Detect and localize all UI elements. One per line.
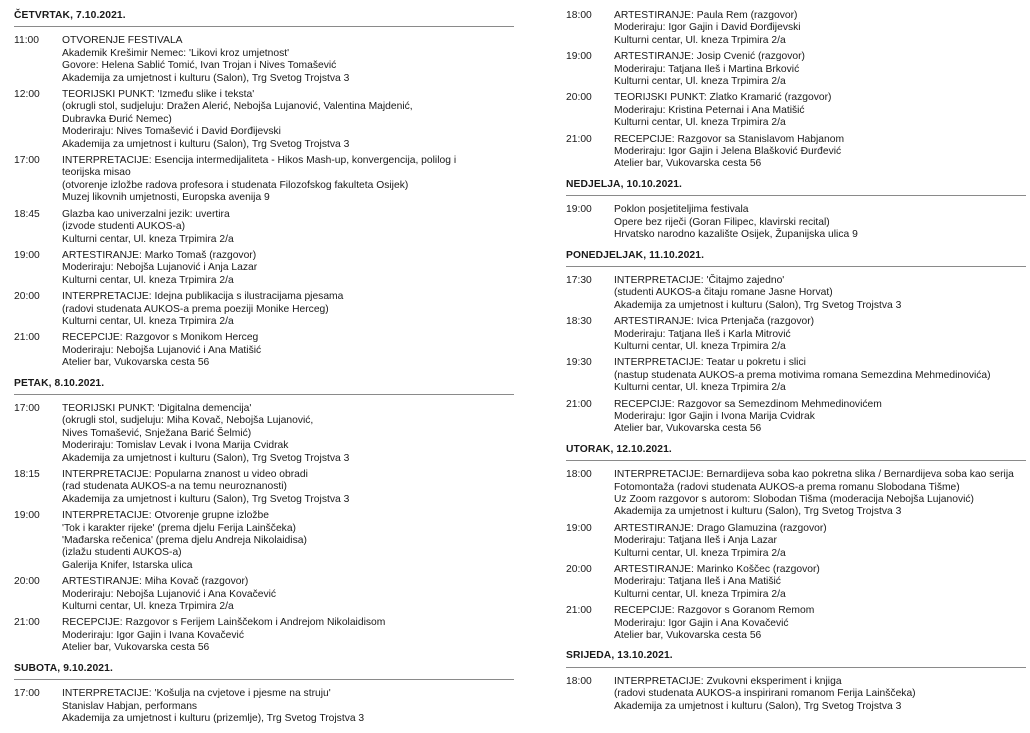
event-details <box>614 275 1026 312</box>
event-item <box>14 332 514 369</box>
event-title: TEORIJSKI PUNKT: 'Digitalna demencija' <box>62 402 252 414</box>
event-details <box>614 399 1026 436</box>
event-details <box>614 357 1026 394</box>
event-details <box>614 10 1026 47</box>
event-detail-line: (nastup studenata AUKOS-a prema motivima romana Semezdina Mehmedinovića) <box>614 369 991 381</box>
event-detail-line: 'Tok i karakter rijeke' (prema djelu Ferija Lainščeka) <box>62 522 296 534</box>
event-time: 18:00 <box>566 469 592 481</box>
event-details <box>62 209 514 246</box>
event-details <box>62 469 514 506</box>
event-details <box>614 204 1026 241</box>
event-detail-line: Kulturni centar, Ul. kneza Trpimira 2/a <box>614 34 786 46</box>
event-time: 19:00 <box>14 249 40 261</box>
event-details <box>62 291 514 328</box>
day-heading: PONEDJELJAK, 11.10.2021. <box>566 250 1026 267</box>
event-detail-line: Akademija za umjetnost i kulturu (Salon), Trg Svetog Trojstva 3 <box>62 493 350 505</box>
event-detail-line: Moderiraju: Kristina Peternai i Ana Matišić <box>614 104 805 116</box>
day-heading: SRIJEDA, 13.10.2021. <box>566 650 1026 667</box>
event-detail-line: Kulturni centar, Ul. kneza Trpimira 2/a <box>614 547 786 559</box>
event-time: 19:00 <box>566 51 592 63</box>
event-time: 17:00 <box>14 688 40 700</box>
event-details <box>614 469 1026 519</box>
event-details <box>62 35 514 85</box>
event-title: ARTESTIRANJE: Marko Tomaš (razgovor) <box>62 249 257 261</box>
event-title: INTERPRETACIJE: Otvorenje grupne izložbe <box>62 510 269 522</box>
event-title: RECEPCIJE: Razgovor s Goranom Remom <box>614 605 815 617</box>
event-details <box>614 605 1026 642</box>
event-time: 12:00 <box>14 89 40 101</box>
event-detail-line: Kulturni centar, Ul. kneza Trpimira 2/a <box>614 340 786 352</box>
event-detail-line: (radovi studenata AUKOS-a prema poeziji Monike Herceg) <box>62 303 329 315</box>
event-time: 19:00 <box>566 204 592 216</box>
event-item <box>14 291 514 328</box>
event-detail-line: Muzej likovnih umjetnosti, Europska avenija 9 <box>62 192 270 204</box>
event-details <box>62 617 514 654</box>
event-time: 19:00 <box>566 522 592 534</box>
event-detail-line: Akademik Krešimir Nemec: 'Likovi kroz umjetnost' <box>62 47 290 59</box>
day-heading: SUBOTA, 9.10.2021. <box>14 663 514 680</box>
event-detail-line: Nives Tomašević, Snježana Barić Šelmić) <box>62 427 252 439</box>
event-item <box>566 564 1026 601</box>
event-title: INTERPRETACIJE: 'Košulja na cvjetove i pjesme na struju' <box>62 688 331 700</box>
event-detail-line: Moderiraju: Tatjana Ileš i Anja Lazar <box>614 535 777 547</box>
event-detail-line: Uz Zoom razgovor s autorom: Slobodan Tišma (moderacija Nebojša Lujanović) <box>614 494 974 505</box>
event-detail-line: Moderiraju: Tatjana Ileš i Ana Matišić <box>614 576 781 588</box>
event-title: ARTESTIRANJE: Drago Glamuzina (razgovor) <box>614 522 827 534</box>
event-details <box>614 92 1026 129</box>
event-time: 19:30 <box>566 357 592 369</box>
event-detail-line: Kulturni centar, Ul. kneza Trpimira 2/a <box>62 601 234 613</box>
event-item <box>14 510 514 572</box>
event-item <box>14 35 514 85</box>
event-time: 21:00 <box>14 617 40 629</box>
event-title: ARTESTIRANJE: Miha Kovač (razgovor) <box>62 576 249 588</box>
event-detail-line: Akademija za umjetnost i kulturu (prizemlje), Trg Svetog Trojstva 3 <box>62 712 365 724</box>
day-section <box>566 179 1026 242</box>
event-details <box>614 51 1026 88</box>
event-detail-line: Moderiraju: Nebojša Lujanović i Ana Kovačević <box>62 588 277 600</box>
event-title: OTVORENJE FESTIVALA <box>62 35 183 47</box>
day-section <box>566 650 1026 713</box>
event-detail-line: Kulturni centar, Ul. kneza Trpimira 2/a <box>614 117 786 129</box>
event-item <box>14 469 514 506</box>
event-title: INTERPRETACIJE: Esencija intermedijaliteta - Hikos Mash-up, konvergencija, polilog i <box>62 155 457 167</box>
event-detail-line: (studenti AUKOS-a čitaju romane Jasne Horvat) <box>614 287 833 299</box>
event-time: 18:00 <box>566 10 592 21</box>
event-detail-line: Moderiraju: Igor Gajin i Ana Kovačević <box>614 617 789 629</box>
event-time: 20:00 <box>14 291 40 303</box>
event-detail-line: Hrvatsko narodno kazalište Osijek, Županijska ulica 9 <box>614 229 858 241</box>
event-details <box>614 564 1026 601</box>
event-detail-line: teorijska misao <box>62 167 131 179</box>
event-detail-line: (rad studenata AUKOS-a na temu neuroznanosti) <box>62 481 287 493</box>
event-item <box>566 399 1026 436</box>
event-title: TEORIJSKI PUNKT: Zlatko Kramarić (razgovor) <box>614 92 832 104</box>
event-time: 17:00 <box>14 155 40 167</box>
event-detail-line: Kulturni centar, Ul. kneza Trpimira 2/a <box>614 382 786 394</box>
event-detail-line: (izvode studenti AUKOS-a) <box>62 221 186 233</box>
event-detail-line: Opere bez riječi (Goran Filipec, klavirski recital) <box>614 216 830 228</box>
event-details <box>62 576 514 613</box>
event-title: INTERPRETACIJE: Zvukovni eksperiment i knjiga <box>614 675 842 687</box>
event-item <box>566 10 1026 47</box>
event-title: ARTESTIRANJE: Ivica Prtenjača (razgovor) <box>614 316 815 328</box>
event-details <box>62 155 514 205</box>
event-detail-line: (okrugli stol, sudjeluju: Dražen Alerić, Nebojša Lujanović, Valentina Majdenić, <box>62 101 413 113</box>
event-time: 21:00 <box>566 605 592 617</box>
event-title: RECEPCIJE: Razgovor sa Semezdinom Mehmedinovićem <box>614 398 882 410</box>
day-heading: UTORAK, 12.10.2021. <box>566 444 1026 461</box>
event-detail-line: Moderiraju: Tatjana Ileš i Karla Mitrović <box>614 328 791 340</box>
event-detail-line: Moderiraju: Igor Gajin i David Đorđijevski <box>614 22 801 34</box>
event-detail-line: Akademija za umjetnost i kulturu (Salon), Trg Svetog Trojstva 3 <box>614 299 902 311</box>
event-time: 18:15 <box>14 469 40 480</box>
event-time: 17:30 <box>566 274 592 286</box>
event-time: 18:45 <box>14 208 40 220</box>
event-title: RECEPCIJE: Razgovor sa Stanislavom Habjanom <box>614 133 845 145</box>
event-item <box>566 676 1026 713</box>
day-section <box>566 10 1026 171</box>
event-item <box>14 617 514 654</box>
event-detail-line: Moderiraju: Igor Gajin i Jelena Blašković Đurđević <box>614 146 842 158</box>
event-detail-line: Galerija Knifer, Istarska ulica <box>62 559 193 571</box>
day-section <box>566 250 1026 436</box>
event-time: 21:00 <box>566 133 592 145</box>
event-time: 20:00 <box>566 92 592 104</box>
event-item <box>566 92 1026 129</box>
event-details <box>62 403 514 465</box>
event-detail-line: Akademija za umjetnost i kulturu (Salon), Trg Svetog Trojstva 3 <box>62 72 350 84</box>
event-detail-line: Kulturni centar, Ul. kneza Trpimira 2/a <box>62 315 234 327</box>
event-time: 17:00 <box>14 402 40 414</box>
event-title: INTERPRETACIJE: Idejna publikacija s ilustracijama pjesama <box>62 291 344 303</box>
day-section <box>566 444 1026 643</box>
event-title: Glazba kao univerzalni jezik: uvertira <box>62 208 230 220</box>
event-title: INTERPRETACIJE: Teatar u pokretu i slici <box>614 357 806 369</box>
event-time: 20:00 <box>566 564 592 576</box>
event-item <box>14 403 514 465</box>
event-title: INTERPRETACIJE: Bernardijeva soba kao pokretna slika / Bernardijeva soba kao serija <box>614 469 1014 481</box>
event-item <box>14 250 514 287</box>
event-detail-line: (okrugli stol, sudjeluju: Miha Kovač, Nebojša Lujanović, <box>62 415 314 427</box>
event-detail-line: Moderiraju: Tomislav Levak i Ivona Marija Cvidrak <box>62 440 289 452</box>
event-detail-line: Atelier bar, Vukovarska cesta 56 <box>614 158 762 170</box>
event-item <box>566 469 1026 519</box>
day-section <box>14 663 514 726</box>
event-item <box>566 357 1026 394</box>
event-item <box>566 523 1026 560</box>
event-title: INTERPRETACIJE: 'Čitajmo zajedno' <box>614 274 785 286</box>
event-detail-line: Kulturni centar, Ul. kneza Trpimira 2/a <box>62 274 234 286</box>
event-item <box>14 155 514 205</box>
event-detail-line: Moderiraju: Tatjana Ileš i Martina Brković <box>614 63 800 75</box>
event-item <box>566 204 1026 241</box>
event-detail-line: Akademija za umjetnost i kulturu (Salon), Trg Svetog Trojstva 3 <box>614 506 902 518</box>
event-detail-line: Atelier bar, Vukovarska cesta 56 <box>614 630 762 642</box>
event-item <box>566 605 1026 642</box>
event-time: 19:00 <box>14 510 40 522</box>
event-title: ARTESTIRANJE: Josip Cvenić (razgovor) <box>614 51 805 63</box>
event-time: 20:00 <box>14 576 40 588</box>
event-time: 21:00 <box>566 398 592 410</box>
program-column-right <box>566 10 1026 721</box>
event-detail-line: Moderiraju: Nebojša Lujanović i Anja Lazar <box>62 262 258 274</box>
event-detail-line: Moderiraju: Igor Gajin i Ivona Marija Cvidrak <box>614 410 815 422</box>
event-detail-line: Fotomontaža (radovi studenata AUKOS-a prema romanu Slobodana Tišme) <box>614 481 960 493</box>
event-detail-line: Govore: Helena Sablić Tomić, Ivan Trojan i Nives Tomašević <box>62 60 337 72</box>
event-details <box>62 250 514 287</box>
event-detail-line: (otvorenje izložbe radova profesora i studenata Filozofskog fakulteta Osijek) <box>62 179 409 191</box>
day-heading: ČETVRTAK, 7.10.2021. <box>14 10 514 27</box>
event-item <box>566 275 1026 312</box>
event-title: INTERPRETACIJE: Popularna znanost u video obradi <box>62 469 308 480</box>
event-time: 18:30 <box>566 316 592 328</box>
event-detail-line: (radovi studenata AUKOS-a inspirirani romanom Ferija Lainščeka) <box>614 688 916 700</box>
event-detail-line: Akademija za umjetnost i kulturu (Salon), Trg Svetog Trojstva 3 <box>62 452 350 464</box>
event-title: RECEPCIJE: Razgovor s Monikom Herceg <box>62 332 259 344</box>
event-detail-line: Kulturni centar, Ul. kneza Trpimira 2/a <box>62 233 234 245</box>
event-details <box>614 316 1026 353</box>
event-item <box>14 209 514 246</box>
event-detail-line: Moderiraju: Igor Gajin i Ivana Kovačević <box>62 629 244 641</box>
event-time: 11:00 <box>14 35 40 47</box>
day-section <box>14 10 514 370</box>
event-item <box>14 89 514 151</box>
event-detail-line: Atelier bar, Vukovarska cesta 56 <box>62 357 210 369</box>
day-heading: NEDJELJA, 10.10.2021. <box>566 179 1026 196</box>
event-details <box>62 332 514 369</box>
event-detail-line: (izlažu studenti AUKOS-a) <box>62 547 182 559</box>
event-detail-line: 'Mađarska rečenica' (prema djelu Andreja Nikolaidisa) <box>62 535 307 547</box>
event-item <box>566 316 1026 353</box>
event-detail-line: Moderiraju: Nives Tomašević i David Đorđijevski <box>62 126 281 138</box>
event-item <box>566 51 1026 88</box>
day-heading: PETAK, 8.10.2021. <box>14 378 514 395</box>
event-title: Poklon posjetiteljima festivala <box>614 204 749 216</box>
event-time: 21:00 <box>14 332 40 344</box>
day-section <box>14 378 514 655</box>
program-column-left <box>14 10 514 733</box>
event-detail-line: Kulturni centar, Ul. kneza Trpimira 2/a <box>614 76 786 88</box>
event-details <box>614 523 1026 560</box>
event-detail-line: Dubravka Đurić Nemec) <box>62 113 172 125</box>
event-details <box>614 134 1026 171</box>
event-details <box>614 676 1026 713</box>
event-details <box>62 510 514 572</box>
event-item <box>14 576 514 613</box>
event-title: RECEPCIJE: Razgovor s Ferijem Lainščekom i Andrejom Nikolaidisom <box>62 617 386 629</box>
event-detail-line: Atelier bar, Vukovarska cesta 56 <box>614 423 762 435</box>
event-time: 18:00 <box>566 675 592 687</box>
event-title: TEORIJSKI PUNKT: 'Između slike i teksta' <box>62 89 255 101</box>
event-title: ARTESTIRANJE: Marinko Koščec (razgovor) <box>614 564 820 576</box>
event-detail-line: Akademija za umjetnost i kulturu (Salon), Trg Svetog Trojstva 3 <box>614 700 902 712</box>
event-detail-line: Atelier bar, Vukovarska cesta 56 <box>62 642 210 654</box>
event-detail-line: Moderiraju: Nebojša Lujanović i Ana Matišić <box>62 344 262 356</box>
event-details <box>62 89 514 151</box>
event-detail-line: Akademija za umjetnost i kulturu (Salon), Trg Svetog Trojstva 3 <box>62 138 350 150</box>
event-detail-line: Kulturni centar, Ul. kneza Trpimira 2/a <box>614 588 786 600</box>
event-title: ARTESTIRANJE: Paula Rem (razgovor) <box>614 10 798 21</box>
event-item <box>566 134 1026 171</box>
event-detail-line: Stanislav Habjan, performans <box>62 700 198 712</box>
